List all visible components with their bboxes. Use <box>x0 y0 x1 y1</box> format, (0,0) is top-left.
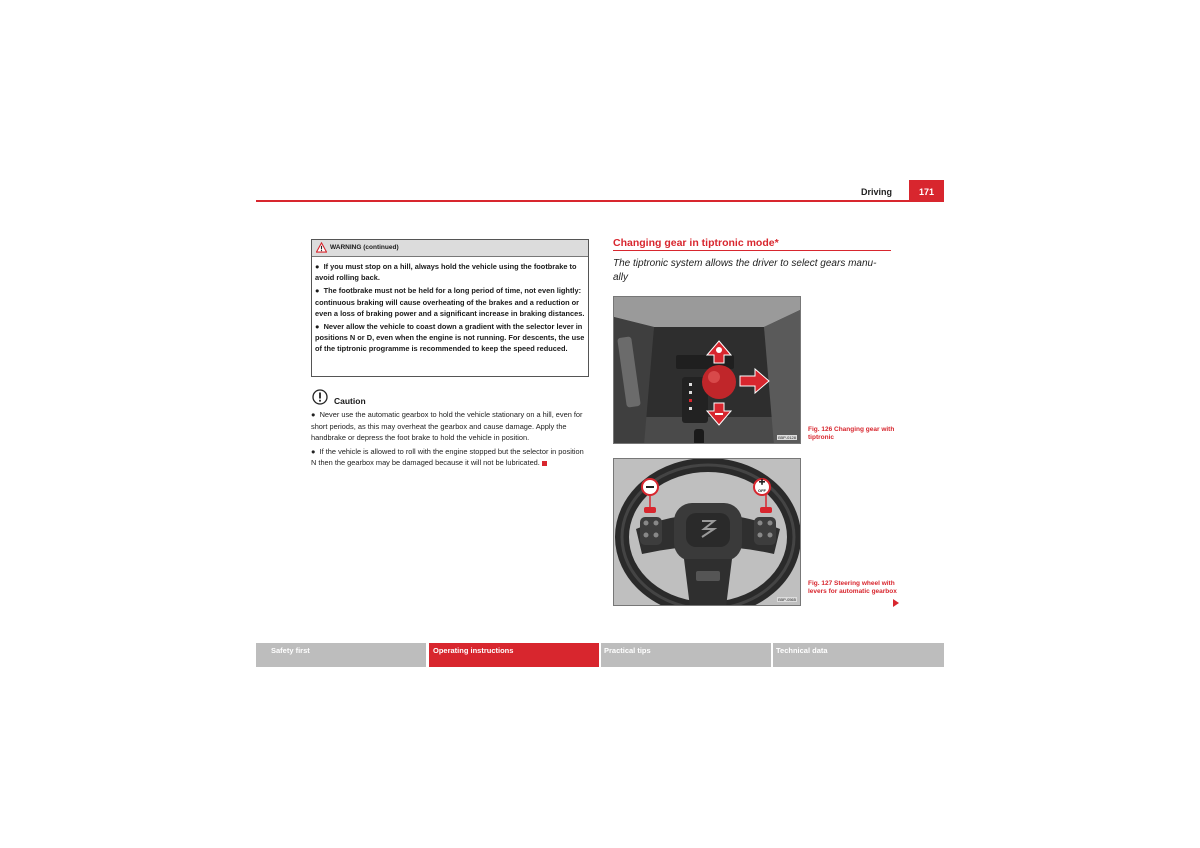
warning-title: WARNING (continued) <box>330 244 399 251</box>
caution-exclamation-icon <box>312 389 328 405</box>
end-of-section-marker <box>542 461 547 466</box>
figure-caption: Fig. 127 Steering wheel with levers for automatic gearbox <box>808 580 897 595</box>
warning-body <box>312 257 588 355</box>
section-heading-rule <box>613 250 891 251</box>
page-number: 171 <box>909 180 944 201</box>
warning-triangle-icon <box>316 242 327 253</box>
warning-item: ● If you must stop on a hill, always hold the vehicle using the footbrake to avoid rolling back. <box>315 262 577 283</box>
gear-selector-illustration <box>614 297 801 444</box>
warning-item: ● The footbrake must not be held for a long period of time, not even lightly: continuous braking will cause overheating of the brakes and a reduction or even a loss of braking power and a significant increase in braking distances. <box>315 286 585 318</box>
header-rule <box>256 200 944 202</box>
caution-title: Caution <box>334 396 366 406</box>
steering-wheel-illustration <box>614 459 801 606</box>
caution-item: ● Never use the automatic gearbox to hold the vehicle stationary on a hill, even for short periods, as this may overheat the gearbox and cause damage. Apply the handbrake or depress the foot brake to hold the vehicle in position. <box>311 410 583 442</box>
section-intro: The tiptronic system allows the driver to select gears manu-ally <box>613 258 877 283</box>
running-header-section: Driving <box>860 187 892 197</box>
figure-tiptronic-selector <box>613 296 801 444</box>
caution-item: ● If the vehicle is allowed to roll with the engine stopped but the selector in position N then the gearbox may be damaged because it will not be lubricated. <box>311 446 584 467</box>
section-heading: Changing gear in tiptronic mode* <box>613 237 779 249</box>
warning-box <box>311 239 589 377</box>
warning-item: ● Never allow the vehicle to coast down a gradient with the selector lever in positions N or D, even when the engine is not running. For descents, the use of the tiptronic programme is recommended to keep the speed reduced. <box>315 322 585 354</box>
footer-tab-safety-first[interactable]: Safety first <box>256 643 426 667</box>
svg-text:OFF: OFF <box>758 488 766 493</box>
figure-code: B5P-0128 <box>778 435 796 440</box>
footer-tab-technical-data[interactable]: Technical data <box>773 643 944 667</box>
figure-code: B5P-0565 <box>778 597 796 602</box>
figure-steering-wheel <box>613 458 801 606</box>
figure-caption: Fig. 126 Changing gear with tiptronic <box>808 426 895 441</box>
warning-header <box>312 240 588 257</box>
caution-body <box>311 409 591 471</box>
continue-arrow-icon <box>893 599 899 607</box>
footer-tab-operating-instructions[interactable]: Operating instructions <box>429 643 599 667</box>
footer-tab-practical-tips[interactable]: Practical tips <box>601 643 771 667</box>
